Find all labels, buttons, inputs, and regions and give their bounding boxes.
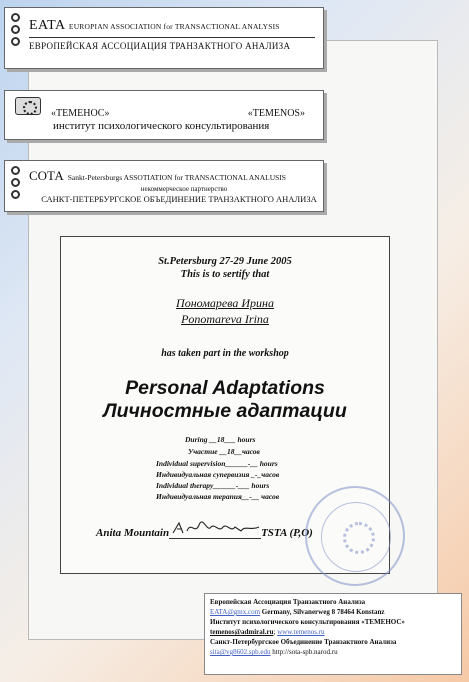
eata-email-link[interactable]: EATA@gmx.com <box>210 608 261 616</box>
temenos-logo-icon <box>15 97 41 115</box>
workshop-title-en: Personal Adaptations <box>125 377 325 399</box>
sota-name-en: Sankt-Petersburgs ASSOTIATION for TRANSACTIONAL ANALUSIS <box>67 173 286 182</box>
contact-sota-name: Санкт-Петербургское Объединение Транзактного Анализа <box>210 638 397 646</box>
certificate-date: St.Petersburg 27-29 June 2005 <box>158 256 292 267</box>
certificate-intro: This is to sertify that <box>180 269 270 280</box>
temenos-name-ru: «ТЕМЕНОС» <box>51 108 110 119</box>
contact-eata-name: Европейская Ассоциация Транзактного Анализа <box>210 598 366 606</box>
eata-address: Germany, Silvanerweg 8 78464 Konstanz <box>261 608 385 616</box>
detail-supervision-ru: Индивидуальная супервизия _-_часов <box>156 470 280 479</box>
handwritten-signature <box>169 525 261 539</box>
eata-title <box>29 17 280 34</box>
temenos-subtitle: институт психологического консультирования <box>53 120 270 132</box>
detail-therapy-ru: Индивидуальная терапия__-__ часов <box>156 492 280 501</box>
contact-box <box>204 593 462 675</box>
contact-sota-row <box>210 647 456 657</box>
signer-title: TSTA (P,O) <box>261 527 313 539</box>
eata-abbr: EATA <box>29 18 66 33</box>
temenos-name-en: «TEMENOS» <box>247 108 305 119</box>
detail-hours-en: During __18___ hours <box>185 435 256 444</box>
contact-temenos-row: temenos@admiral.ru; www.temenos.ru <box>210 628 325 636</box>
sota-type-ru: некоммерческое партнерство <box>140 185 228 193</box>
took-part-text: has taken part in the workshop <box>161 348 289 359</box>
signature-line <box>96 525 313 539</box>
eata-name-en: EUROPIAN ASSOCIATION for TRANSACTIONAL ANALYSIS <box>68 22 280 31</box>
detail-therapy-en: Individual therapy______-___ hours <box>156 481 270 490</box>
sota-title <box>29 167 286 185</box>
divider <box>29 37 315 38</box>
contact-temenos-name: Институт психологического консультирования «ТЕМЕНОС» <box>210 618 405 626</box>
sota-header <box>4 160 324 212</box>
sota-name-ru: САНКТ-ПЕТЕРБУРГСКОЕ ОБЪЕДИНЕНИЕ ТРАНЗАКТНОГО АНАЛИЗА <box>41 194 317 204</box>
detail-hours-ru: Участие __18__часов <box>188 447 260 456</box>
binder-rings-icon <box>11 13 25 49</box>
sota-web-link[interactable]: http://sota-spb.narod.ru <box>272 648 338 656</box>
workshop-title-ru: Личностные адаптации <box>103 400 347 422</box>
temenos-web-link[interactable]: www.temenos.ru <box>277 628 325 636</box>
seal-stamp-icon <box>305 486 405 586</box>
temenos-email-link[interactable]: temenos@admiral.ru <box>210 628 274 636</box>
recipient-name-ru: Пономарева Ирина <box>176 296 274 310</box>
eata-header <box>4 7 324 69</box>
eata-name-ru: ЕВРОПЕЙСКАЯ АССОЦИАЦИЯ ТРАНЗАКТНОГО АНАЛИЗА <box>29 41 291 51</box>
signer-name: Anita Mountain <box>96 527 170 539</box>
sota-abbr: СОТА <box>29 168 64 183</box>
recipient-name-en: Ponomareva Irina <box>181 312 269 326</box>
temenos-header <box>4 90 324 140</box>
detail-supervision-en: Individual supervision______-__ hours <box>156 459 278 468</box>
sota-email-link[interactable]: sita@vg8602.spb.edu <box>210 648 271 656</box>
contact-eata-row <box>210 607 456 617</box>
